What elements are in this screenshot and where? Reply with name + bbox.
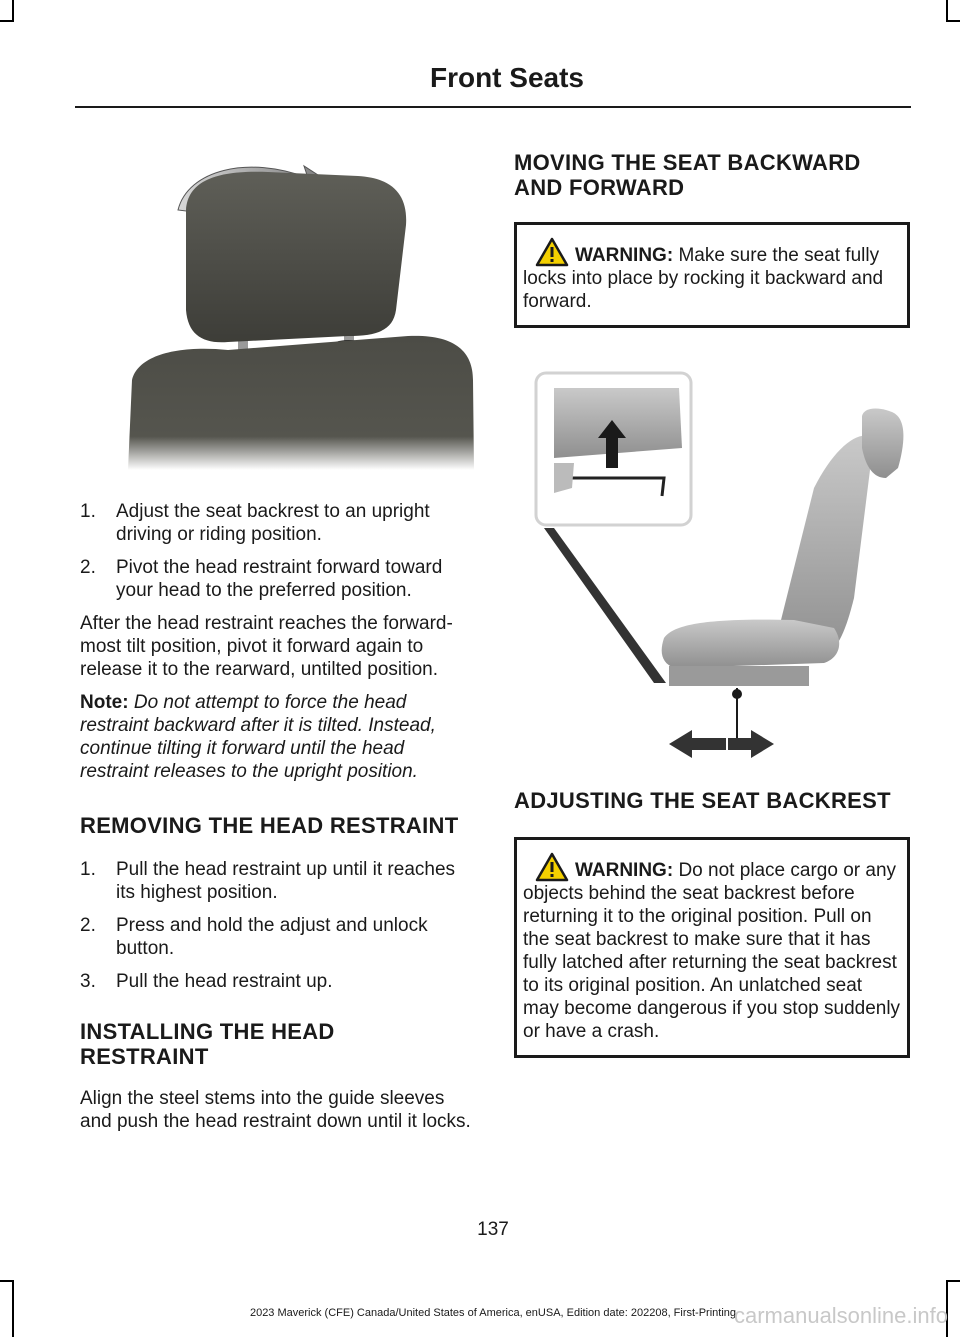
step-number: 1. (80, 859, 96, 880)
list-item (80, 914, 476, 960)
seat-adjust-illustration (514, 368, 910, 768)
crop-mark-top-right-v (946, 0, 948, 22)
list-item (80, 970, 476, 993)
step-number: 1. (80, 501, 96, 522)
list-item (80, 556, 476, 602)
step-number: 2. (80, 915, 96, 936)
tilt-steps-list (80, 500, 476, 602)
warning-text: Make sure the seat fully locks into place by rocking it backward and forward. (523, 245, 884, 312)
moving-heading: MOVING THE SEAT BACKWARD AND FORWARD (514, 150, 861, 200)
step-text: Adjust the seat backrest to an upright driving or riding position. (116, 501, 430, 545)
note-label: Note: (80, 692, 129, 713)
warning-triangle-icon (535, 237, 569, 267)
step-number: 3. (80, 971, 96, 992)
seat-cushion (662, 620, 840, 668)
step-text: Pull the head restraint up. (116, 971, 333, 992)
head-restraint-illustration (108, 150, 504, 470)
installing-heading: INSTALLING THE HEAD RESTRAINT (80, 1019, 335, 1069)
installing-paragraph: Align the steel stems into the guide sleeves and push the head restraint down until it locks. (80, 1088, 471, 1132)
warning-triangle-icon (535, 852, 569, 882)
backrest-heading: ADJUSTING THE SEAT BACKREST (514, 788, 891, 813)
removing-steps-list (80, 858, 476, 993)
list-item (80, 500, 476, 546)
watermark: carmanualsonline.info (733, 1303, 948, 1328)
removing-heading: REMOVING THE HEAD RESTRAINT (80, 813, 459, 838)
crop-mark-top-left-h (0, 20, 14, 22)
crop-mark-bottom-left-h (0, 1280, 14, 1282)
warning-text: Do not place cargo or any objects behind the seat backrest before returning it to the original position. Pull on the seat backrest to make sure that it has fully latched after returning the seat backrest to its original position. An unlatched seat may become dangerous if you stop suddenly or have a crash. (523, 860, 901, 1042)
tilt-release-paragraph: After the head restraint reaches the forward-most tilt position, pivot it forward again to release it to the rearward, untilted position. (80, 613, 453, 680)
warning-label: WARNING: (575, 245, 674, 266)
warning-box-seat-lock (514, 222, 910, 328)
step-number: 2. (80, 557, 96, 578)
header-rule (75, 106, 911, 108)
left-column (80, 150, 476, 1133)
warning-box-backrest (514, 837, 910, 1058)
crop-mark-bottom-right-h (946, 1280, 960, 1282)
page-number: 137 (477, 1219, 509, 1240)
warning-label: WARNING: (575, 860, 674, 881)
fore-aft-arrow-icon (669, 730, 774, 758)
step-text: Pull the head restraint up until it reaches its highest position. (116, 859, 456, 903)
page-title: Front Seats (429, 62, 584, 93)
note-text: Do not attempt to force the head restraint backward after it is tilted. Instead, continue tilting it forward until the head restraint releases to the upright position. (80, 692, 436, 782)
head-restraint (186, 172, 406, 343)
right-column (514, 150, 910, 1058)
step-text: Pivot the head restraint forward toward your head to the preferred position. (116, 557, 443, 601)
step-text: Press and hold the adjust and unlock button. (116, 915, 428, 959)
list-item (80, 858, 476, 904)
crop-mark-top-right-h (946, 20, 960, 22)
note-paragraph (80, 691, 476, 783)
edition-footer: 2023 Maverick (CFE) Canada/United States of America, enUSA, Edition date: 202208, First-Printing (249, 1307, 737, 1319)
seat-backrest (128, 336, 474, 470)
crop-mark-top-left-v (12, 0, 14, 22)
